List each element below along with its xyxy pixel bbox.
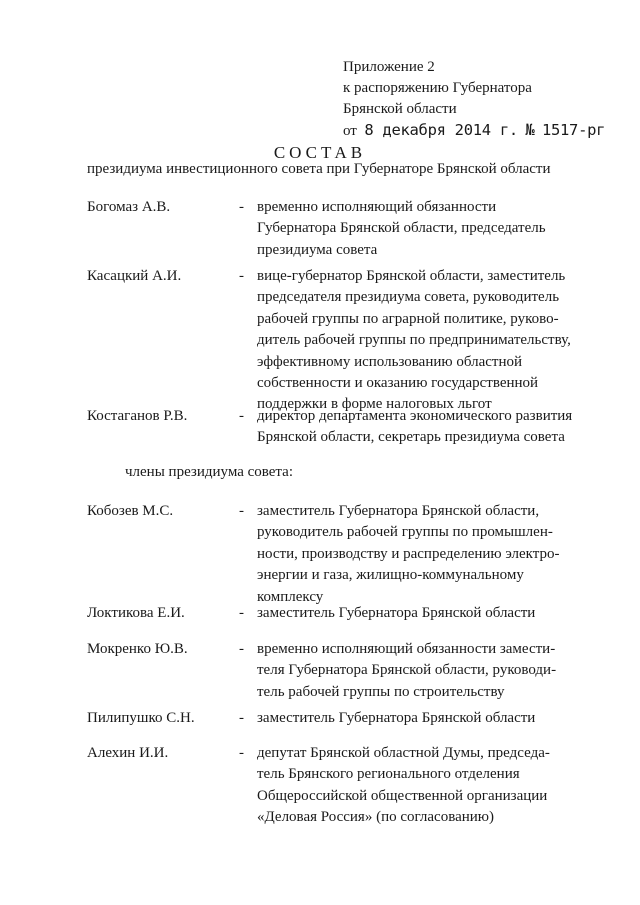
role-line: тель рабочей группы по строительству [257, 683, 505, 700]
member-name: Локтикова Е.И. [87, 605, 185, 621]
member-name: Касацкий А.И. [87, 268, 182, 284]
role-line: руководитель рабочей группы по промышлен- [257, 524, 553, 541]
role-line: комплексу [257, 588, 324, 605]
member-name: Кобозев М.С. [87, 503, 174, 519]
member-role [257, 197, 577, 261]
member-role [257, 266, 577, 416]
document-subtitle: президиума инвестиционного совета при Губернаторе Брянской области [87, 161, 551, 177]
role-line: заместитель Губернатора Брянской области [257, 710, 536, 726]
appendix-region-line: Брянской области [343, 101, 457, 117]
role-line: временно исполняющий обязанности замести- [257, 641, 556, 657]
appendix-order-line: к распоряжению Губернатора [343, 80, 532, 96]
role-line: директор департамента экономического развития [257, 408, 573, 424]
role-line: рабочей группы по аграрной политике, руково- [257, 310, 559, 327]
dash-separator: - [239, 268, 244, 284]
role-line: поддержки в форме налоговых льгот [257, 396, 492, 413]
role-line: президиума совета [257, 241, 378, 258]
dash-separator: - [239, 503, 244, 519]
role-line: дитель рабочей группы по предпринимательству, [257, 332, 571, 349]
member-role [257, 603, 577, 624]
role-line: эффективному использованию областной [257, 353, 522, 370]
dash-separator: - [239, 199, 244, 215]
role-line: Брянской области, секретарь президиума совета [257, 429, 565, 446]
dash-separator: - [239, 408, 244, 424]
member-name: Костаганов Р.В. [87, 408, 188, 424]
role-line: депутат Брянской областной Думы, председа- [257, 745, 550, 761]
member-role [257, 743, 577, 829]
member-role [257, 708, 577, 729]
document-title: СОСТАВ [273, 143, 367, 162]
role-line: «Деловая Россия» (по согласованию) [257, 809, 495, 826]
date-prefix: от [343, 123, 357, 139]
member-role [257, 639, 577, 703]
role-line: вице-губернатор Брянской области, заместитель [257, 268, 566, 284]
member-role [257, 501, 577, 608]
role-line: собственности и оказанию государственной [257, 375, 539, 392]
role-line: энергии и газа, жилищно-коммунальному [257, 567, 524, 584]
member-name: Мокренко Ю.В. [87, 641, 188, 657]
number-sign: № [525, 121, 535, 139]
member-role [257, 406, 577, 449]
dash-separator: - [239, 605, 244, 621]
role-line: Губернатора Брянской области, председатель [257, 220, 546, 237]
role-line: тель Брянского регионального отделения [257, 766, 520, 783]
order-date: 8 декабря 2014 г. [364, 121, 518, 139]
role-line: заместитель Губернатора Брянской области, [257, 503, 540, 519]
member-name: Богомаз А.В. [87, 199, 171, 215]
member-name: Пилипушко С.Н. [87, 710, 195, 726]
member-name: Алехин И.И. [87, 745, 169, 761]
members-heading: члены президиума совета: [125, 464, 293, 480]
role-line: Общероссийской общественной организации [257, 787, 548, 804]
dash-separator: - [239, 641, 244, 657]
order-number: 1517-рг [541, 121, 606, 139]
appendix-date-line [343, 120, 605, 142]
role-line: заместитель Губернатора Брянской области [257, 605, 536, 621]
role-line: председателя президиума совета, руководитель [257, 289, 560, 306]
role-line: временно исполняющий обязанности [257, 199, 497, 215]
dash-separator: - [239, 745, 244, 761]
dash-separator: - [239, 710, 244, 726]
appendix-header [343, 57, 605, 142]
appendix-number: Приложение 2 [343, 59, 435, 75]
role-line: ности, производству и распределению электро- [257, 545, 560, 562]
role-line: теля Губернатора Брянской области, руководи- [257, 662, 557, 679]
